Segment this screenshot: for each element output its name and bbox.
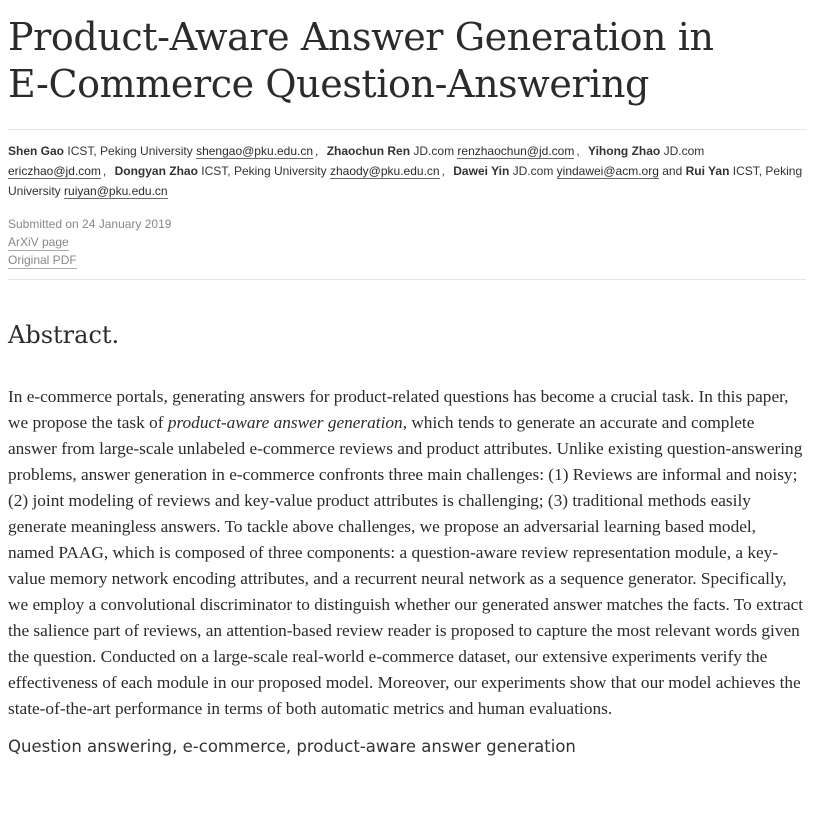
author-email-link[interactable]: shengao@pku.edu.cn: [196, 144, 314, 158]
divider-bottom: [8, 279, 806, 280]
author-name: Rui Yan: [685, 164, 730, 178]
abstract-text-part: , which tends to generate an accurate and complete answer from large-scale unlabeled e-commerce reviews and product attributes. Unlike existing question-answering problems, answer generation in e-commerce confronts three main challenges: (1) Reviews are informal and noisy; (2) joint modeling of reviews and key-value product attributes is challenging; (3) traditional methods easily generate meaningless answers. To tackle above challenges, we propose an adversarial learning based model, named PAAG, which is composed of three components: a question-aware review representation module, a key-value memory network encoding attributes, and a recurrent neural network as a sequence generator. Specifically, we employ a convolutional discriminator to distinguish whether our generated answer matches the facts. To extract the salience part of reviews, an attention-based review reader is proposed to capture the most relevant words given the question. Conducted on a large-scale real-world e-commerce dataset, our extensive experiments verify the effectiveness of each module in our proposed model. Moreover, our experiments show that our model achieves the state-of-the-art performance in terms of both automatic metrics and human evaluations.: [8, 413, 804, 718]
author-name: Shen Gao: [8, 144, 65, 158]
submission-date: Submitted on 24 January 2019: [8, 217, 172, 231]
author-affiliation: ICST, Peking University: [67, 144, 193, 158]
paper-page: [8, 0, 806, 758]
paper-meta: [8, 215, 806, 269]
author-email-link[interactable]: zhaody@pku.edu.cn: [329, 164, 440, 178]
author-email-link[interactable]: ruiyan@pku.edu.cn: [64, 184, 168, 198]
author-affiliation: JD.com: [512, 164, 554, 178]
author-list: Shen Gao ICST, Peking University shengao@pku.edu.cn , Zhaochun Ren JD.com renzhaochun@jd.com , Yihong Zhao JD.com ericzhao@jd.com , Dongyan Zhao ICST, Peking University zhaody@pku.edu.cn , Dawei Yin JD.com yindawei@acm.org and Rui Yan ICST, Peking University ruiyan@pku.edu.cn: [8, 144, 803, 198]
paper-title: [8, 14, 806, 108]
divider-top: [8, 129, 806, 130]
original-pdf-link[interactable]: Original PDF: [8, 253, 77, 267]
author-name: Yihong Zhao: [588, 144, 661, 158]
keywords: Question answering, e-commerce, product-aware answer generation: [8, 737, 576, 756]
abstract-text: [8, 384, 806, 722]
arxiv-page-link[interactable]: ArXiV page: [8, 235, 69, 249]
author-name: Dawei Yin: [453, 164, 510, 178]
title-line-1: Product-Aware Answer Generation in: [8, 15, 714, 59]
author-name: Dongyan Zhao: [114, 164, 198, 178]
author-affiliation: JD.com: [663, 144, 705, 158]
author-email-link[interactable]: renzhaochun@jd.com: [457, 144, 575, 158]
abstract-emphasis: product-aware answer generation: [167, 413, 403, 432]
author-email-link[interactable]: yindawei@acm.org: [556, 164, 659, 178]
abstract-heading: Abstract.: [8, 321, 120, 349]
author-affiliation: ICST, Peking University: [8, 164, 803, 198]
and-word: and: [662, 164, 683, 178]
author-affiliation: ICST, Peking University: [201, 164, 327, 178]
author-affiliation: JD.com: [413, 144, 455, 158]
title-line-2: E-Commerce Question-Answering: [8, 62, 649, 106]
author-name: Zhaochun Ren: [326, 144, 411, 158]
abstract-text-part: In e-commerce portals, generating answers for product-related questions has become a crucial task. In this paper, we propose the task of: [8, 387, 789, 432]
author-email-link[interactable]: ericzhao@jd.com: [8, 164, 101, 178]
